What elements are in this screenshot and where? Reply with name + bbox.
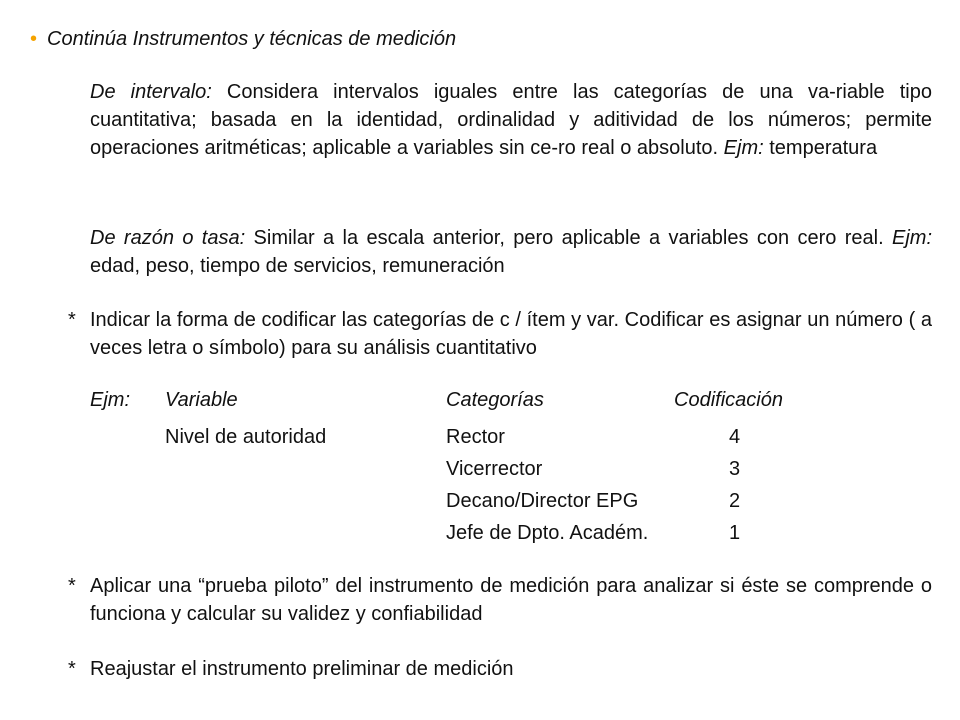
table-cell-codigo: 3 (729, 458, 741, 480)
table-header-categorias: Categorías (446, 389, 544, 411)
list-item-text: Reajustar el instrumento preliminar de medición (90, 658, 514, 680)
razon-ej-text: edad, peso, tiempo de servicios, remuneración (90, 255, 505, 277)
table-header-codificacion: Codificación (674, 389, 783, 411)
slide-heading (30, 28, 456, 51)
table-cell-categoria: Jefe de Dpto. Académ. (446, 522, 649, 544)
intervalo-term: De intervalo: (90, 81, 212, 103)
list-item-prueba-piloto (68, 572, 932, 628)
asterisk-marker: * (68, 575, 76, 597)
razon-ej-label: Ejm: (892, 227, 933, 249)
table-cell-categoria: Decano/Director EPG (446, 490, 639, 512)
table-cell-codigo: 4 (729, 426, 741, 448)
list-item-text: Indicar la forma de codificar las categorías de c / ítem y var. Codificar es asignar un número ( a veces letra o símbolo) para su análisis cuantitativo (90, 309, 932, 359)
asterisk-marker: * (68, 309, 76, 331)
razon-paragraph (90, 224, 932, 280)
intervalo-ej-text: temperatura (769, 137, 878, 159)
bullet-icon: • (30, 28, 38, 50)
heading-text: Continúa Instrumentos y técnicas de medición (47, 28, 457, 50)
asterisk-marker: * (68, 658, 76, 680)
table-cell-categoria: Rector (446, 426, 505, 448)
intervalo-paragraph (90, 78, 932, 162)
razon-term: De razón o tasa: (90, 227, 246, 249)
list-item-codificar (68, 306, 932, 362)
razon-body: Similar a la escala anterior, pero aplicable a variables con cero real. (253, 227, 884, 249)
list-item-text: Aplicar una “prueba piloto” del instrumento de medición para analizar si éste se comprende o funciona y calcular su validez y confiabilidad (90, 575, 932, 625)
table-cell-codigo: 1 (729, 522, 741, 544)
table-cell-categoria: Vicerrector (446, 458, 543, 480)
table-variable-value: Nivel de autoridad (165, 426, 327, 448)
list-item-reajustar (68, 655, 932, 683)
intervalo-ej-label: Ejm: (723, 137, 764, 159)
table-cell-codigo: 2 (729, 490, 741, 512)
intervalo-body: Considera intervalos iguales entre las categorías de una va-riable tipo cuantitativa; basada en la identidad, ordinalidad y aditividad de los números; permite operaciones aritméticas; aplicable a variables sin ce-ro real o absoluto. (90, 81, 932, 159)
table-ej-label: Ejm: (90, 389, 130, 411)
table-header-variable: Variable (165, 389, 238, 411)
